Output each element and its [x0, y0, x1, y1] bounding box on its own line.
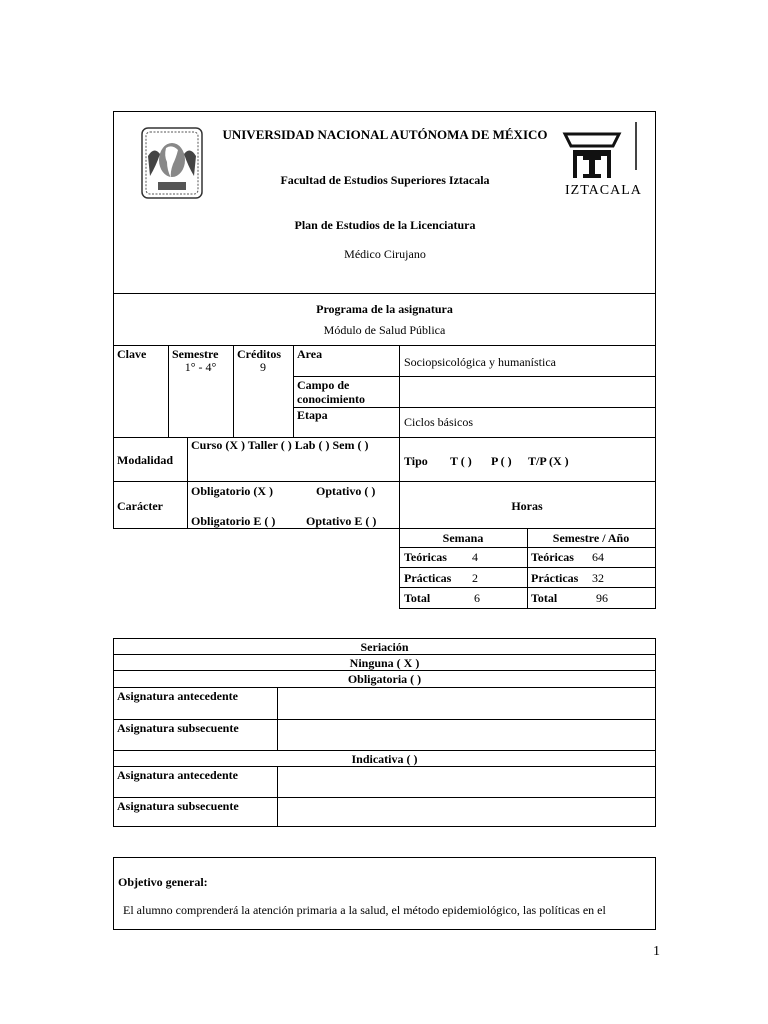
caracter-label: Carácter — [117, 499, 163, 513]
objetivo-text: El alumno comprenderá la atención primaria a la salud, el método epidemiológico, las políticas en el — [123, 903, 606, 917]
objetivo-label: Objetivo general: — [118, 875, 208, 889]
horas-label: Horas — [511, 499, 543, 513]
seriacion-ninguna: Ninguna ( X ) — [349, 656, 420, 670]
seriacion-title: Seriación — [360, 640, 409, 654]
asignatura-subsecuente-label: Asignatura subsecuente — [117, 721, 239, 735]
semana-header: Semana — [442, 531, 484, 545]
tipo-label: Tipo — [404, 454, 428, 468]
modalidad-label: Modalidad — [117, 453, 174, 467]
etapa-label: Etapa — [297, 408, 328, 422]
practicas-label: Prácticas — [404, 571, 452, 585]
career-name: Médico Cirujano — [344, 247, 426, 261]
obligatorio-e-option: Obligatorio E ( ) — [191, 514, 276, 528]
teoricas-label: Teóricas — [404, 550, 447, 564]
tipo-tp: T/P (X ) — [528, 454, 569, 468]
asignatura-subsecuente-label-2: Asignatura subsecuente — [117, 799, 239, 813]
total-label: Total — [404, 591, 431, 605]
clave-label: Clave — [117, 347, 147, 361]
area-label: Area — [297, 347, 323, 361]
iztacala-logo-text: IZTACALA — [565, 183, 642, 198]
program-box — [113, 293, 656, 346]
unam-seal-logo — [140, 126, 204, 200]
faculty-name: Facultad de Estudios Superiores Iztacala — [280, 173, 490, 187]
obligatorio-option: Obligatorio (X ) — [191, 484, 273, 498]
total-semestre: 96 — [596, 591, 608, 605]
asignatura-antecedente-label-2: Asignatura antecedente — [117, 768, 238, 782]
campo-label-1: Campo de — [297, 378, 350, 392]
plan-title: Plan de Estudios de la Licenciatura — [294, 218, 476, 232]
practicas-label-2: Prácticas — [531, 571, 579, 585]
creditos-label: Créditos — [237, 347, 281, 361]
tipo-p: P ( ) — [491, 454, 512, 468]
teoricas-label-2: Teóricas — [531, 550, 574, 564]
area-value: Sociopsicológica y humanística — [404, 355, 556, 369]
seriacion-obligatoria: Obligatoria ( ) — [347, 672, 422, 686]
university-name: UNIVERSIDAD NACIONAL AUTÓNOMA DE MÉXICO — [222, 127, 548, 142]
program-title: Programa de la asignatura — [316, 302, 453, 316]
total-semana: 6 — [474, 591, 480, 605]
semestre-value: 1° - 4° — [184, 360, 217, 374]
page-number: 1 — [653, 944, 660, 959]
seriacion-indicativa: Indicativa ( ) — [351, 752, 418, 766]
etapa-value: Ciclos básicos — [404, 415, 473, 429]
tipo-t: T ( ) — [450, 454, 472, 468]
teoricas-semestre: 64 — [592, 550, 604, 564]
objetivo-box — [113, 857, 656, 930]
iztacala-logo — [543, 120, 641, 204]
program-module: Módulo de Salud Pública — [323, 323, 446, 337]
campo-label-2: conocimiento — [297, 392, 365, 406]
optativo-option: Optativo ( ) — [316, 484, 376, 498]
iztacala-building-icon — [543, 120, 641, 184]
asignatura-antecedente-label: Asignatura antecedente — [117, 689, 238, 703]
teoricas-semana: 4 — [472, 550, 478, 564]
semestre-label: Semestre — [172, 347, 219, 361]
practicas-semana: 2 — [472, 571, 478, 585]
total-label-2: Total — [531, 591, 558, 605]
modalidad-options: Curso (X ) Taller ( ) Lab ( ) Sem ( ) — [191, 438, 369, 452]
practicas-semestre: 32 — [592, 571, 604, 585]
optativo-e-option: Optativo E ( ) — [306, 514, 377, 528]
semestre-anio-header: Semestre / Año — [552, 531, 630, 545]
creditos-value: 9 — [260, 360, 266, 374]
